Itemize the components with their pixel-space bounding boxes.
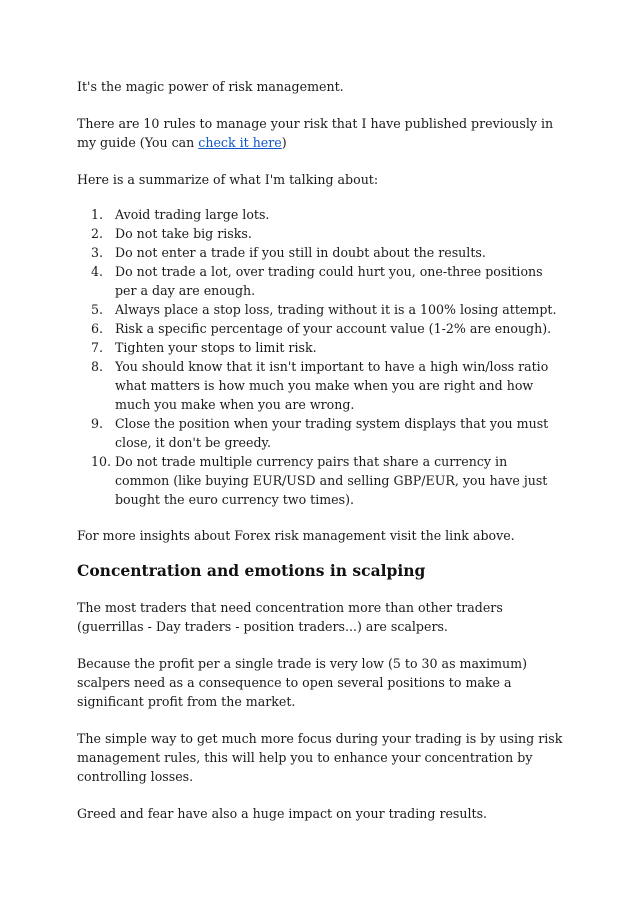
rules-paragraph-tail: ) xyxy=(281,135,287,150)
section-heading: Concentration and emotions in scalping xyxy=(77,561,426,580)
list-item-number: 10. xyxy=(91,454,112,469)
rules-paragraph xyxy=(77,114,565,152)
body-paragraph: Greed and fear have also a huge impact on your trading results. xyxy=(77,806,488,821)
body-paragraph: Because the profit per a single trade is very low (5 to 30 as maximum) scalpers need as a consequence to open several positions to make a significant profit from the market. xyxy=(77,656,528,709)
list-item xyxy=(77,452,565,509)
rules-paragraph-text: There are 10 rules to manage your risk that I have published previously in my guide (You can xyxy=(77,116,554,150)
rules-list xyxy=(77,205,565,509)
list-item-number: 7. xyxy=(91,340,104,355)
list-item-number: 5. xyxy=(91,302,104,317)
list-item-text: Do not trade a lot, over trading could hurt you, one-three positions per a day are enough. xyxy=(115,264,543,298)
intro-paragraph: It's the magic power of risk management. xyxy=(77,79,344,94)
list-item-text: Always place a stop loss, trading without it is a 100% losing attempt. xyxy=(115,302,557,317)
more-insights-paragraph: For more insights about Forex risk management visit the link above. xyxy=(77,528,515,543)
list-item xyxy=(77,224,565,243)
list-item-text: Do not enter a trade if you still in doubt about the results. xyxy=(115,245,486,260)
list-item xyxy=(77,205,565,224)
list-item-text: Risk a specific percentage of your account value (1-2% are enough). xyxy=(115,321,552,336)
list-item xyxy=(77,338,565,357)
list-item-number: 2. xyxy=(91,226,104,241)
document-page xyxy=(77,77,565,823)
list-item-number: 6. xyxy=(91,321,104,336)
list-item-number: 8. xyxy=(91,359,104,374)
list-item-number: 4. xyxy=(91,264,104,279)
list-item xyxy=(77,319,565,338)
list-item-number: 3. xyxy=(91,245,104,260)
list-item xyxy=(77,243,565,262)
list-item-text: Close the position when your trading system displays that you must close, it don't be greedy. xyxy=(115,416,549,450)
summary-intro: Here is a summarize of what I'm talking about: xyxy=(77,172,379,187)
list-item-text: Tighten your stops to limit risk. xyxy=(115,340,317,355)
body-paragraph: The most traders that need concentration more than other traders (guerrillas - Day traders - position traders...) are scalpers. xyxy=(77,600,503,634)
list-item-text: Avoid trading large lots. xyxy=(115,207,270,222)
list-item-number: 1. xyxy=(91,207,104,222)
list-item-text: Do not trade multiple currency pairs that share a currency in common (like buying EUR/USD and selling GBP/EUR, you have just bought the euro currency two times). xyxy=(115,454,548,507)
list-item xyxy=(77,414,565,452)
list-item-number: 9. xyxy=(91,416,104,431)
list-item xyxy=(77,300,565,319)
list-item-text: You should know that it isn't important to have a high win/loss ratio what matters is how much you make when you are right and how much you make when you are wrong. xyxy=(115,359,549,412)
body-paragraph: The simple way to get much more focus during your trading is by using risk management rules, this will help you to enhance your concentration by controlling losses. xyxy=(77,731,563,784)
list-item xyxy=(77,262,565,300)
check-it-here-link[interactable]: check it here xyxy=(198,135,282,150)
list-item xyxy=(77,357,565,414)
list-item-text: Do not take big risks. xyxy=(115,226,252,241)
